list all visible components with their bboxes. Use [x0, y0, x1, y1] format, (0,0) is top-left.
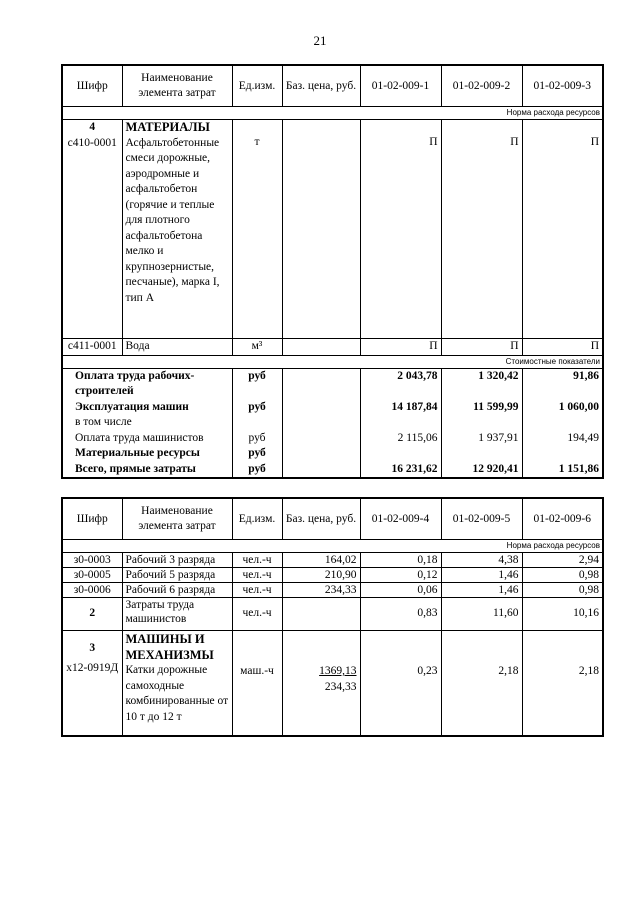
- cost-row: [62, 415, 603, 431]
- cost-value: 2 043,78: [360, 368, 441, 400]
- header-column: 01-02-009-2: [441, 65, 522, 107]
- item-value: 0,23: [360, 631, 441, 737]
- header-column: 01-02-009-3: [522, 65, 603, 107]
- labor-code: з0-0006: [62, 583, 122, 598]
- norm-label: Норма расхода ресурсов: [62, 107, 603, 120]
- resource-table-1: [61, 64, 604, 479]
- header-column: 01-02-009-6: [522, 498, 603, 540]
- labor-price: 210,90: [282, 568, 360, 583]
- cost-row: [62, 462, 603, 479]
- cost-name: в том числе: [62, 415, 232, 431]
- cost-row: [62, 446, 603, 462]
- labor-value: 0,98: [522, 583, 603, 598]
- labor-name: Рабочий 6 разряда: [122, 583, 232, 598]
- operator-value: 10,16: [522, 598, 603, 631]
- cost-unit: руб: [232, 431, 282, 447]
- item-name: Асфальтобетонные смеси дорожные, аэродромные и асфальтобетон (горячие и теплые для плотного асфальтобетона мелко и крупнозернистые, песчаные), марка I, тип А: [125, 136, 220, 304]
- norm-label: Норма расхода ресурсов: [62, 540, 603, 553]
- item-value: 2,18: [441, 631, 522, 737]
- section-code: 3: [89, 642, 96, 654]
- cost-row: [62, 368, 603, 400]
- labor-value: 0,98: [522, 568, 603, 583]
- cost-name: Оплата труда рабочих-строителей: [62, 368, 232, 400]
- cost-name: Оплата труда машинистов: [62, 431, 232, 447]
- item-value: П: [360, 339, 441, 356]
- price-sub: 234,33: [324, 680, 357, 693]
- header-price: Баз. цена, руб.: [282, 65, 360, 107]
- item-code: х12-0919Д: [66, 661, 119, 674]
- item-unit: т: [232, 120, 282, 339]
- machines-row: [62, 631, 603, 737]
- header-price: Баз. цена, руб.: [282, 498, 360, 540]
- table-header-row: [62, 498, 603, 540]
- cost-name: Эксплуатация машин: [62, 400, 232, 416]
- operator-value: 11,60: [441, 598, 522, 631]
- item-unit: м³: [232, 339, 282, 356]
- cost-label: Стоимостные показатели: [62, 355, 603, 368]
- labor-code: з0-0005: [62, 568, 122, 583]
- materials-row: [62, 120, 603, 339]
- cost-unit: руб: [232, 368, 282, 400]
- cost-value: 1 320,42: [441, 368, 522, 400]
- cost-unit: руб: [232, 446, 282, 462]
- section-title: МАШИНЫ И МЕХАНИЗМЫ: [125, 632, 214, 662]
- labor-name: Рабочий 5 разряда: [122, 568, 232, 583]
- cost-value: 91,86: [522, 368, 603, 400]
- table-header-row: [62, 65, 603, 107]
- header-code: Шифр: [62, 498, 122, 540]
- header-column: 01-02-009-1: [360, 65, 441, 107]
- operator-row: [62, 598, 603, 631]
- cost-value: 16 231,62: [360, 462, 441, 479]
- item-value: П: [522, 339, 603, 356]
- price-main: 1369,13: [319, 665, 357, 677]
- cost-value: 12 920,41: [441, 462, 522, 479]
- item-value: П: [522, 120, 603, 339]
- item-name: Катки дорожные самоходные комбинированные от 10 т до 12 т: [125, 664, 229, 723]
- cost-value: 194,49: [522, 431, 603, 447]
- page-number: 21: [313, 33, 327, 48]
- operator-name: Затраты труда машинистов: [122, 598, 232, 631]
- item-value: 2,18: [522, 631, 603, 737]
- cost-value: 1 937,91: [441, 431, 522, 447]
- item-value: П: [360, 120, 441, 339]
- header-unit: Ед.изм.: [232, 498, 282, 540]
- labor-value: 0,06: [360, 583, 441, 598]
- labor-price: 234,33: [282, 583, 360, 598]
- labor-value: 1,46: [441, 568, 522, 583]
- labor-code: з0-0003: [62, 553, 122, 568]
- resource-table-2: [61, 497, 604, 737]
- labor-unit: чел.-ч: [232, 553, 282, 568]
- cost-unit: руб: [232, 400, 282, 416]
- cost-unit: руб: [232, 462, 282, 479]
- section-code: 4: [89, 121, 96, 133]
- item-code: с410-0001: [67, 136, 117, 149]
- header-name: Наименование элемента затрат: [122, 65, 232, 107]
- header-column: 01-02-009-5: [441, 498, 522, 540]
- cost-name: Материальные ресурсы: [62, 446, 232, 462]
- labor-name: Рабочий 3 разряда: [122, 553, 232, 568]
- labor-row: [62, 568, 603, 583]
- item-name: Вода: [122, 339, 232, 356]
- cost-value: 2 115,06: [360, 431, 441, 447]
- header-unit: Ед.изм.: [232, 65, 282, 107]
- labor-row: [62, 553, 603, 568]
- header-code: Шифр: [62, 65, 122, 107]
- labor-value: 1,46: [441, 583, 522, 598]
- labor-row: [62, 583, 603, 598]
- item-value: П: [441, 120, 522, 339]
- labor-value: 2,94: [522, 553, 603, 568]
- operator-code: 2: [62, 598, 122, 631]
- cost-row: [62, 431, 603, 447]
- item-value: П: [441, 339, 522, 356]
- header-name: Наименование элемента затрат: [122, 498, 232, 540]
- labor-unit: чел.-ч: [232, 583, 282, 598]
- cost-name: Всего, прямые затраты: [62, 462, 232, 479]
- operator-unit: чел.-ч: [232, 598, 282, 631]
- cost-value: 1 060,00: [522, 400, 603, 416]
- item-unit: маш.-ч: [232, 631, 282, 737]
- cost-row: [62, 400, 603, 416]
- labor-value: 0,18: [360, 553, 441, 568]
- cost-value: 1 151,86: [522, 462, 603, 479]
- header-column: 01-02-009-4: [360, 498, 441, 540]
- labor-value: 0,12: [360, 568, 441, 583]
- labor-price: 164,02: [282, 553, 360, 568]
- cost-value: 11 599,99: [441, 400, 522, 416]
- operator-value: 0,83: [360, 598, 441, 631]
- cost-value: 14 187,84: [360, 400, 441, 416]
- labor-unit: чел.-ч: [232, 568, 282, 583]
- water-row: [62, 339, 603, 356]
- section-title: МАТЕРИАЛЫ: [125, 120, 210, 134]
- labor-value: 4,38: [441, 553, 522, 568]
- item-code: с411-0001: [62, 339, 122, 356]
